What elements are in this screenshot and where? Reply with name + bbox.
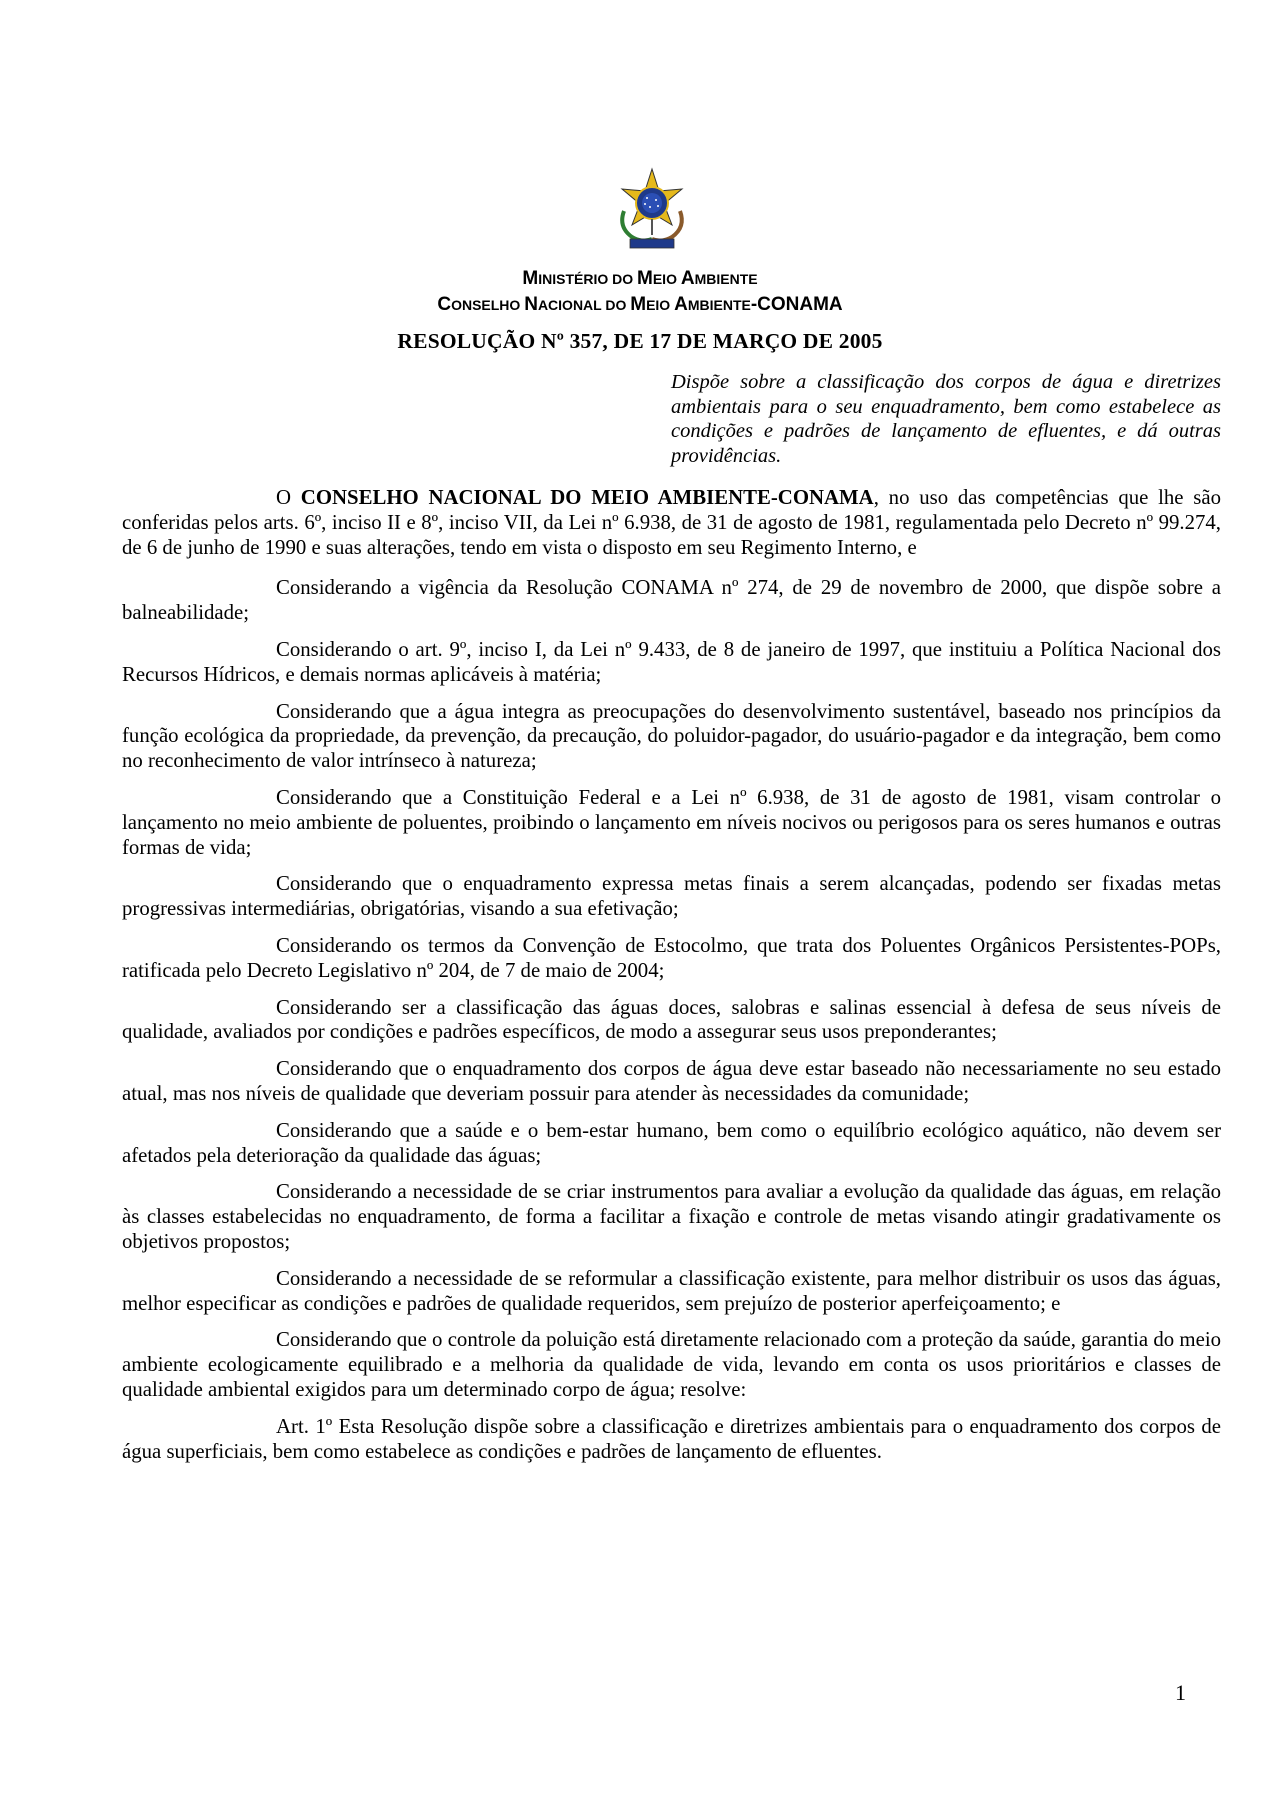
header-text-segment: N [524,294,538,315]
consideration-paragraph: Considerando que o controle da poluição está diretamente relacionado com a proteção da saúde, garantia do meio ambiente ecologicamente equilibrado e a melhoria da qualidade de vida, levando em conta os usos prioritários e classes de qualidade ambiental exigidos para um determinado corpo de água; resolve: [122,1328,1221,1401]
consideration-paragraph: Considerando ser a classificação das águas doces, salobras e salinas essencial à defesa de seus níveis de qualidade, avaliados por condições e padrões específicos, de modo a assegurar seus usos preponderantes; [122,995,1221,1044]
header-text-segment: A [680,268,695,289]
header-text-segment: C [437,294,452,315]
consideration-paragraph: Considerando a necessidade de se criar instrumentos para avaliar a evolução da qualidade das águas, em relação às classes estabelecidas no enquadramento, de forma a facilitar a fixação e controle de metas visando atingir gradativamente os objetivos propostos; [122,1180,1221,1253]
consideration-paragraph: Considerando que a Constituição Federal e a Lei nº 6.938, de 31 de agosto de 1981, visam controlar o lançamento no meio ambiente de poluentes, proibindo o lançamento em níveis nocivos ou perigosos para os seres humanos e outras formas de vida; [122,785,1221,859]
preamble-prefix: O [276,486,301,509]
header-text-segment: M [630,294,647,315]
resolution-summary: Dispõe sobre a classificação dos corpos de água e diretrizes ambientais para o seu enquadramento, bem como estabelece as condições e padrões de lançamento de efluentes, e dá outras providências. [671,371,1221,467]
header-text-segment: MBIENTE [694,271,758,287]
page-number: 1 [1175,1680,1186,1705]
header-text-segment: EIO [652,271,681,287]
council-name-inline: CONSELHO NACIONAL DO MEIO AMBIENTE-CONAMA [300,486,874,509]
header-text-segment: M [637,268,653,289]
consideration-paragraph: Considerando que a água integra as preocupações do desenvolvimento sustentável, baseado nos princípios da função ecológica da propriedade, da prevenção, da precaução, do poluidor-pagador, do usuário-pagador e da integração, bem como no reconhecimento de valor intrínseco à natureza; [122,699,1221,773]
consideration-paragraph: Considerando que a saúde e o bem-estar humano, bem como o equilíbrio ecológico aquático, não devem ser afetados pela deterioração da qualidade das águas; [122,1118,1221,1167]
ministry-name [0,268,1280,290]
preamble-paragraph [122,486,1221,560]
header-text-segment: -CONAMA [750,294,843,315]
council-name [0,294,1280,316]
header-text-segment: INISTÉRIO DO [538,271,638,287]
resolution-title: RESOLUÇÃO Nº 357, DE 17 DE MARÇO DE 2005 [397,329,883,353]
header-text-segment: ACIONAL DO [537,297,631,313]
header-text-segment: MBIENTE [687,297,751,313]
header-text-segment: ONSELHO [451,297,525,313]
coat-of-arms-icon [612,167,692,251]
consideration-paragraph: Considerando a necessidade de se reformular a classificação existente, para melhor distribuir os usos das águas, melhor especificar as condições e padrões de qualidade requeridos, sem prejuízo de posterior aperfeiçoamento; e [122,1266,1221,1315]
consideration-paragraph: Considerando os termos da Convenção de Estocolmo, que trata dos Poluentes Orgânicos Persistentes-POPs, ratificada pelo Decreto Legislativo nº 204, de 7 de maio de 2004; [122,933,1221,982]
consideration-paragraph: Considerando a vigência da Resolução CONAMA nº 274, de 29 de novembro de 2000, que dispõe sobre a balneabilidade; [122,576,1221,625]
preamble-text: , no uso das competências que lhe são conferidas pelos arts. 6º, inciso II e 8º, inciso VII, da Lei nº 6.938, de 31 de agosto de 1981, regulamentada pelo Decreto nº 99.274, de 6 de junho de 1990 e suas alterações, tendo em vista o disposto em seu Regimento Interno, e [122,486,1222,559]
resolution-body [122,486,1221,1476]
consideration-paragraph: Considerando que o enquadramento expressa metas finais a serem alcançadas, podendo ser fixadas metas progressivas intermediárias, obrigatórias, visando a sua efetivação; [122,872,1221,921]
consideration-paragraph: Considerando que o enquadramento dos corpos de água deve estar baseado não necessariamente no seu estado atual, mas nos níveis de qualidade que deveriam possuir para atender às necessidades da comunidade; [122,1057,1221,1105]
header-text-segment: M [522,268,539,289]
header-text-segment: A [674,294,688,315]
header-text-segment: EIO [646,297,675,313]
consideration-paragraph: Considerando o art. 9º, inciso I, da Lei nº 9.433, de 8 de janeiro de 1997, que instituiu a Política Nacional dos Recursos Hídricos, e demais normas aplicáveis à matéria; [122,637,1221,686]
article-1-paragraph: Art. 1º Esta Resolução dispõe sobre a classificação e diretrizes ambientais para o enquadramento dos corpos de água superficiais, bem como estabelece as condições e padrões de lançamento de efluentes. [122,1414,1221,1463]
